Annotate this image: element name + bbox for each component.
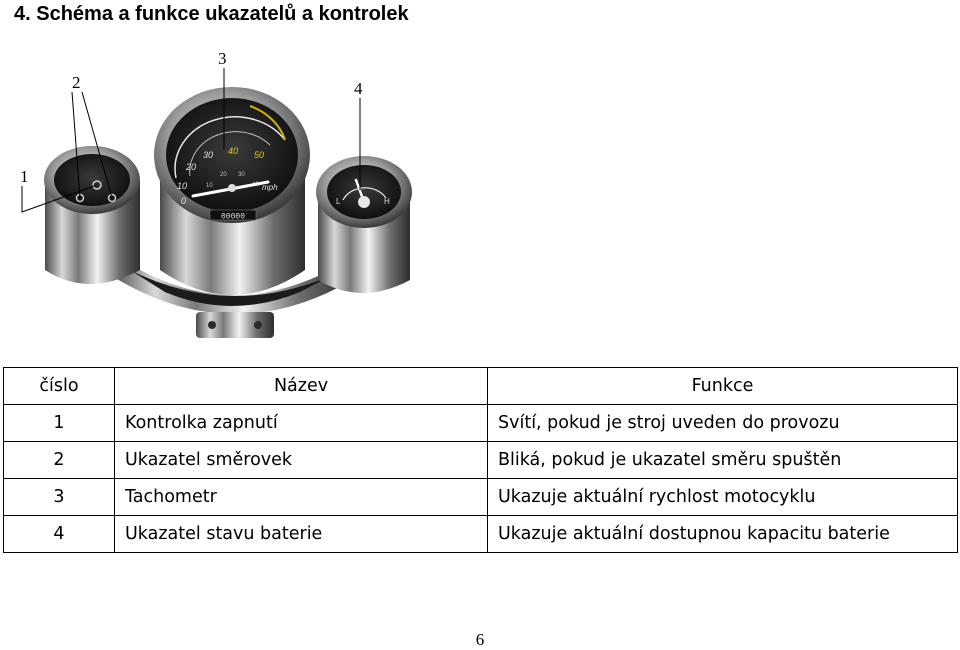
table-header-row [4,368,958,405]
speed-tick-label: 40 [228,146,239,156]
callout-number: 2 [72,73,81,92]
speed-inner-tick-label: 20 [220,172,227,178]
callout-number: 1 [20,167,29,186]
table-row [4,479,958,516]
speed-tick-label: 10 [177,181,188,191]
speed-unit-label: mph [262,183,278,192]
table-row [4,516,958,553]
speed-tick-label: 30 [203,150,214,160]
row-function: Svítí, pokud je stroj uveden do provozu [488,405,958,442]
speed-inner-tick-label: 30 [238,172,245,178]
speedometer-gauge [154,87,310,295]
row-name: Ukazatel směrovek [115,442,488,479]
row-function: Ukazuje aktuální rychlost motocyklu [488,479,958,516]
table-row [4,405,958,442]
row-number: 3 [4,479,115,516]
row-number: 1 [4,405,115,442]
callout-number: 4 [354,79,363,98]
row-function: Bliká, pokud je ukazatel směru spuštěn [488,442,958,479]
column-header-name: Název [115,368,488,405]
row-number: 4 [4,516,115,553]
battery-high-label: H [384,197,390,206]
indicator-lights-housing [44,146,140,284]
battery-low-label: L [336,197,341,206]
speed-inner-tick-label: 10 [206,183,213,189]
page-number: 6 [475,630,485,649]
table-row [4,442,958,479]
row-function: Ukazuje aktuální dostupnou kapacitu baterie [488,516,958,553]
row-number: 2 [4,442,115,479]
odometer-readout: 00000 [220,212,246,222]
row-name: Tachometr [115,479,488,516]
indicator-spec-table [3,367,958,553]
callout-number: 3 [218,49,227,68]
speed-tick-label: 20 [186,162,197,172]
row-name: Ukazatel stavu baterie [115,516,488,553]
column-header-function: Funkce [488,368,958,405]
speed-tick-label: 0 [181,196,187,206]
section-heading: 4. Schéma a funkce ukazatelů a kontrolek [14,3,409,25]
row-name: Kontrolka zapnutí [115,405,488,442]
speed-tick-label: 50 [254,150,265,160]
dashboard-gauge-photo [0,30,460,360]
column-header-number: číslo [4,368,115,405]
battery-gauge [316,156,412,293]
